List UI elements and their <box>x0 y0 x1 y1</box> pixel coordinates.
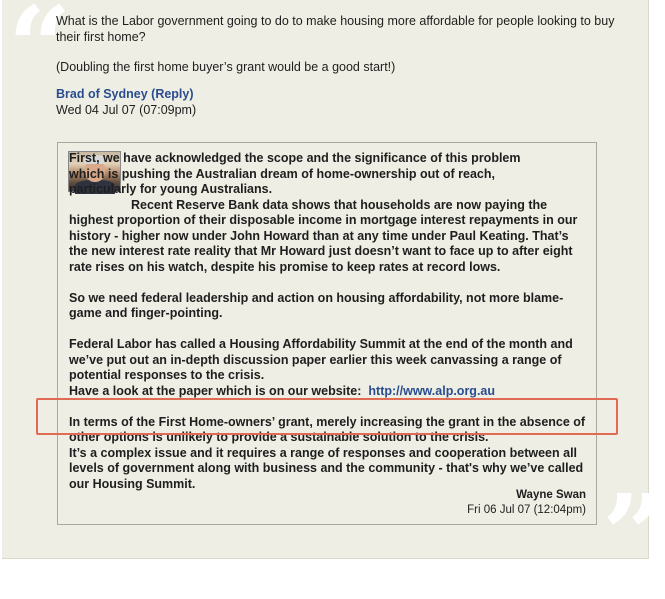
website-prefix: Have a look at the paper which is on our website: <box>69 383 362 398</box>
asker-reply-link[interactable]: Brad of Sydney (Reply) <box>56 87 194 101</box>
signer-name: Wayne Swan <box>516 489 586 501</box>
answer-intro-line-2: which is pushing the Australian dream of home-ownership out of reach, <box>69 166 495 181</box>
answer-body <box>69 151 589 492</box>
answer-paragraph-summit: Federal Labor has called a Housing Affordability Summit at the end of the month and we’ve put out an in-depth discussion paper earlier this week canvassing a range of potential responses to the crisis. <box>69 337 573 382</box>
question-followup: (Doubling the first home buyer’s grant would be a good start!) <box>56 60 396 74</box>
answer-intro-line-3: particularly for young Australians. <box>69 182 273 196</box>
answer-paragraph-leadership: So we need federal leadership and action on housing affordability, not more blame-game and finger-pointing. <box>69 290 564 320</box>
answer-paragraph-website <box>69 384 589 400</box>
answer-paragraph-reserve-bank: Recent Reserve Bank data shows that households are now paying the highest proportion of their disposable income in mortgage interest repayments in our history - higher now under John Howard than at any time under Paul Keating. That’s the new interest rate reality that Mr Howard just doesn’t want to face up to after eight rate rises on his watch, despite his promise to keep rates at record lows. <box>69 197 578 274</box>
question-timestamp: Wed 04 Jul 07 (07:09pm) <box>56 103 197 117</box>
alp-website-link[interactable]: http://www.alp.org.au <box>368 383 496 398</box>
answer-timestamp: Fri 06 Jul 07 (12:04pm) <box>467 504 586 516</box>
answer-paragraph-grant: In terms of the First Home-owners’ grant, merely increasing the grant in the absence of other options is unlikely to provide a sustainable solution to the crisis. <box>69 414 586 444</box>
question-text: What is the Labor government going to do to make housing more affordable for people looking to buy their first home? <box>56 14 615 44</box>
answer-paragraph-complex-issue: It’s a complex issue and it requires a range of responses and cooperation between all levels of government along with business and the community - that's why we’ve called our Housing Summit. <box>69 445 584 491</box>
question-block <box>56 13 636 89</box>
highlight-annotation-box <box>36 398 618 435</box>
answer-intro-line-1: First, we have acknowledged the scope and the significance of this problem <box>69 151 521 165</box>
close-quote-icon: ” <box>602 470 665 599</box>
open-quote-icon: “ <box>8 0 72 111</box>
